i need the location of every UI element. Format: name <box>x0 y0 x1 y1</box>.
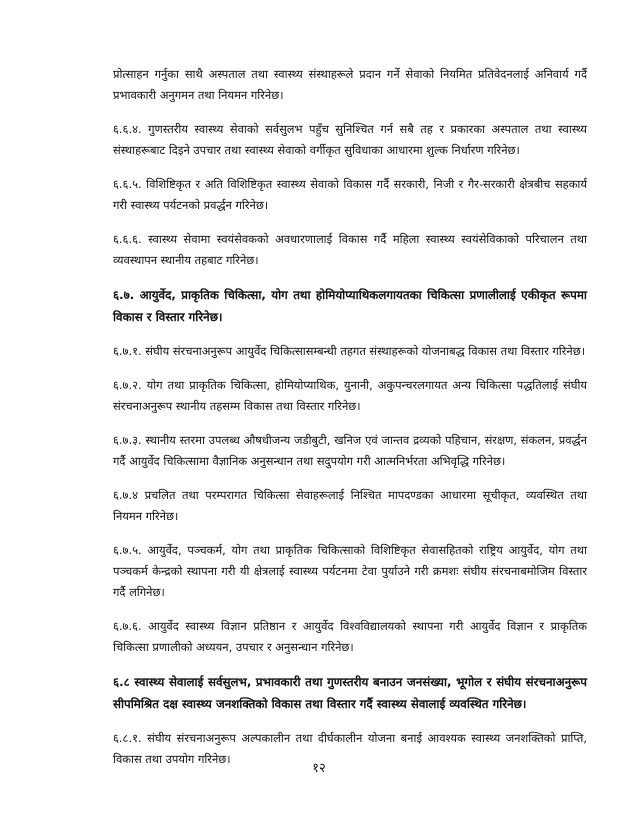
paragraph-6-8-1: ६.८.१. संघीय संरचनाअनुरूप अल्पकालीन तथा दीर्घकालीन योजना बनाई आवश्यक स्वास्थ्य जनशक्तिको प्राप्ति, विकास तथा उपयोग गरिनेछ। <box>113 731 587 766</box>
paragraph-6-7-3: ६.७.३. स्थानीय स्तरमा उपलब्ध औषधीजन्य जडीबुटी, खनिज एवं जान्तव द्रव्यको पहिचान, संरक्षण, संकलन, प्रवर्द्धन गर्दै आयुर्वेद चिकित्सामा वैज्ञानिक अनुसन्धान तथा सदुपयोग गरी आत्मनिर्भरता अभिवृद्धि गरिनेछ। <box>113 433 587 468</box>
paragraph-6-7-4: ६.७.४ प्रचलित तथा परम्परागत चिकित्सा सेवाहरूलाई निश्चित मापदण्डका आधारमा सूचीकृत, व्यवस्थित तथा नियमन गरिनेछ। <box>113 488 587 523</box>
paragraph-6-6-5: ६.६.५. विशिष्टिकृत र अति विशिष्टिकृत स्वास्थ्य सेवाको विकास गर्दै सरकारी, निजी र गैर-सरकारी क्षेत्रबीच सहकार्य गरी स्वास्थ्य पर्यटनको प्रवर्द्धन गरिनेछ। <box>113 177 587 212</box>
page-number: १२ <box>312 761 326 776</box>
section-heading-6-7: ६.७. आयुर्वेद, प्राकृतिक चिकित्सा, योग तथा होमियोप्याथिकलगायतका चिकित्सा प्रणालीलाई एकीकृत रूपमा विकास र विस्तार गरिनेछ। <box>113 288 587 324</box>
document-page <box>113 64 587 783</box>
paragraph-6-7-5: ६.७.५. आयुर्वेद, पञ्चकर्म, योग तथा प्राकृतिक चिकित्साको विशिष्टिकृत सेवासहितको राष्ट्रिय आयुर्वेद, योग तथा पञ्चकर्म केन्द्रको स्थापना गरी यी क्षेत्रलाई स्वास्थ्य पर्यटनमा टेवा पुर्याउने गरी क्रमशः संघीय संरचनाबमोजिम विस्तार गर्दै लगिनेछ। <box>113 543 588 599</box>
paragraph-6-7-6: ६.७.६. आयुर्वेद स्वास्थ्य विज्ञान प्रतिष्ठान र आयुर्वेद विश्वविद्यालयको स्थापना गरी आयुर्वेद विज्ञान र प्राकृतिक चिकित्सा प्रणालीको अध्ययन, उपचार र अनुसन्धान गरिनेछ। <box>113 619 587 654</box>
section-heading-6-8: ६.८ स्वास्थ्य सेवालाई सर्वसुलभ, प्रभावकारी तथा गुणस्तरीय बनाउन जनसंख्या, भूगोल र संघीय संरचनाअनुरूप सीपमिश्रित दक्ष स्वास्थ्य जनशक्तिको विकास तथा विस्तार गर्दै स्वास्थ्य सेवालाई व्यवस्थित गरिनेछ। <box>113 675 587 711</box>
paragraph-6-7-2: ६.७.२. योग तथा प्राकृतिक चिकित्सा, होमियोप्याथिक, युनानी, अकुपन्चरलगायत अन्य चिकित्सा पद्धतिलाई संघीय संरचनाअनुरूप स्थानीय तहसम्म विकास तथा विस्तार गरिनेछ। <box>113 378 587 413</box>
paragraph-continuation: प्रोत्साहन गर्नुका साथै अस्पताल तथा स्वास्थ्य संस्थाहरूले प्रदान गर्ने सेवाको नियमित प्रतिवेदनलाई अनिवार्य गर्दै प्रभावकारी अनुगमन तथा नियमन गरिनेछ। <box>113 67 587 102</box>
paragraph-6-6-6: ६.६.६. स्वास्थ्य सेवामा स्वयंसेवकको अवधारणालाई विकास गर्दै महिला स्वास्थ्य स्वयंसेविकाको परिचालन तथा व्यवस्थापन स्थानीय तहबाट गरिनेछ। <box>113 232 587 267</box>
paragraph-6-6-4: ६.६.४. गुणस्तरीय स्वास्थ्य सेवाको सर्वसुलभ पहुँच सुनिश्चित गर्न सबै तह र प्रकारका अस्पताल तथा स्वास्थ्य संस्थाहरूबाट दिइने उपचार तथा स्वास्थ्य सेवाको वर्गीकृत सुविधाका आधारमा शुल्क निर्धारण गरिनेछ। <box>113 122 587 157</box>
paragraph-6-7-1: ६.७.१. संघीय संरचनाअनुरूप आयुर्वेद चिकित्सासम्बन्धी तहगत संस्थाहरूको योजनाबद्ध विकास तथा विस्तार गरिनेछ। <box>113 344 586 358</box>
